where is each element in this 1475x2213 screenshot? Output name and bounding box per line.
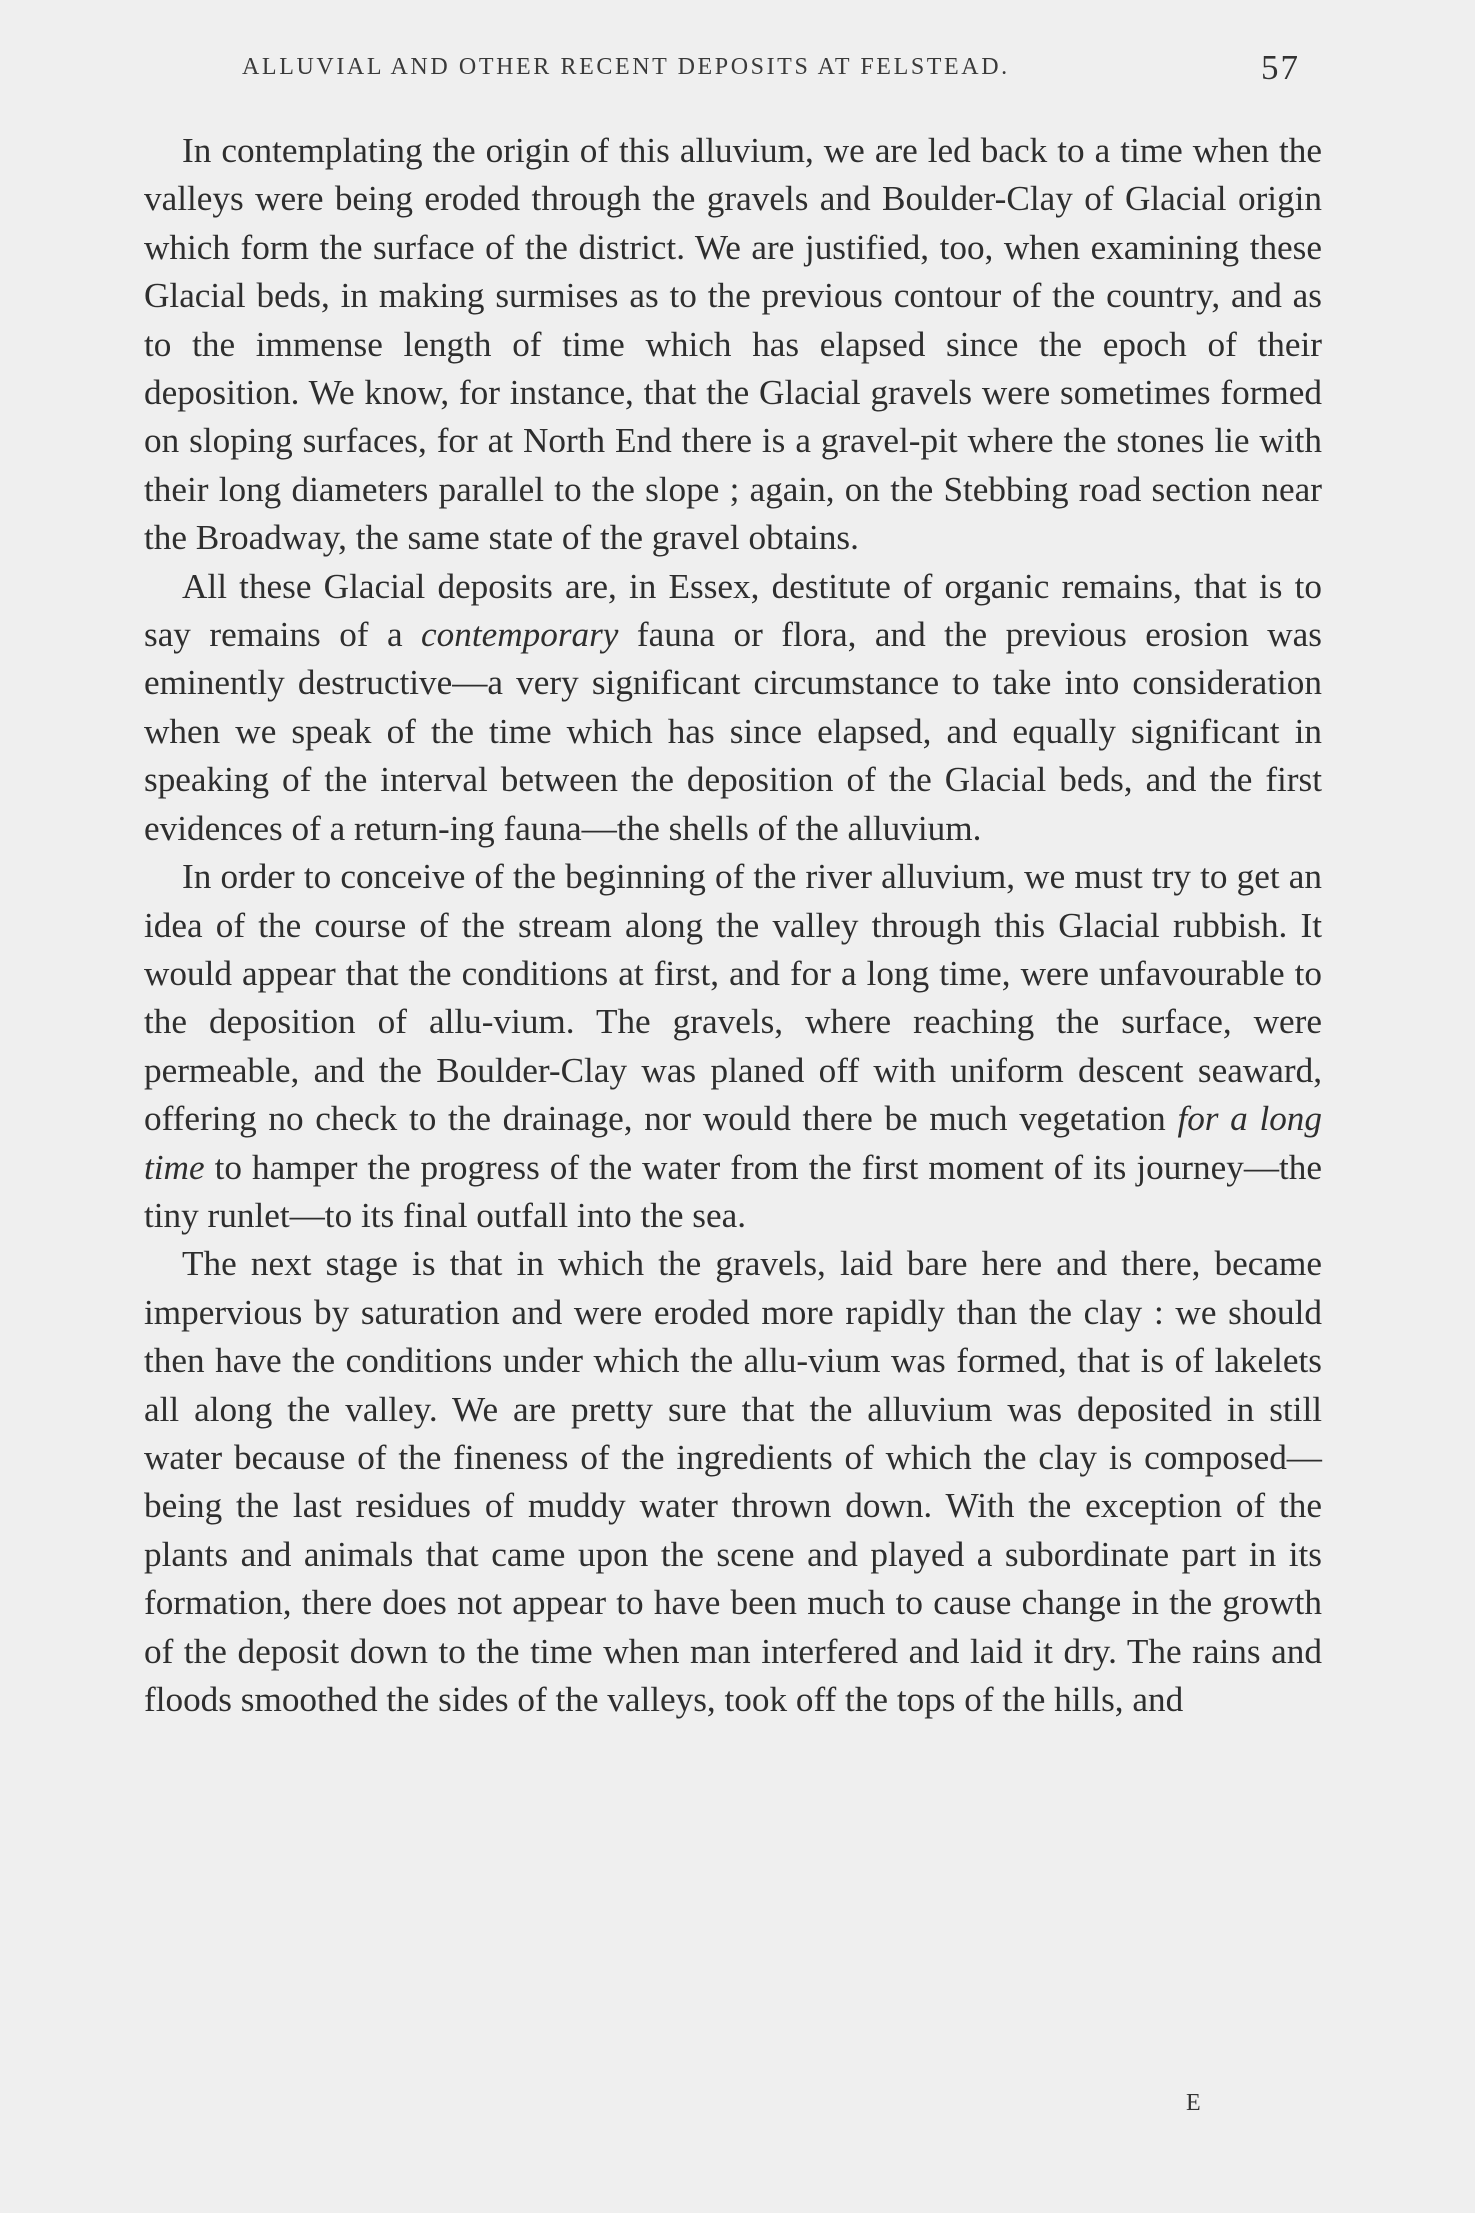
paragraph-4-text: The next stage is that in which the gravels, laid bare here and there, became impervious by saturation and were eroded more rapidly than the clay : we should then have the conditions under which the allu-vium was formed, that is of lakelets all along the valley. We are pretty sure that the alluvium was deposited in still water because of the fineness of the ingredients of which the clay is composed—being the last residues of muddy water thrown down. With the exception of the plants and animals that came upon the scene and played a subordinate part in its formation, there does not appear to have been much to cause change in the growth of the deposit down to the time when man interfered and laid it dry. The rains and floods smoothed the sides of the valleys, took off the tops of the hills, and bbox=[144, 1244, 1322, 1719]
paragraph-4 bbox=[144, 1240, 1322, 1724]
page-number: 57 bbox=[1261, 48, 1300, 87]
body-text bbox=[144, 127, 1322, 1724]
paragraph-1 bbox=[144, 127, 1322, 563]
paragraph-2-italic: contemporary bbox=[421, 615, 619, 655]
running-title: ALLUVIAL AND OTHER RECENT DEPOSITS AT FELSTEAD. bbox=[242, 54, 1010, 80]
paragraph-3-italic: for a long time bbox=[144, 1099, 1322, 1187]
paragraph-2-after: fauna or flora, and the previous erosion was eminently destructive—a very significant circumstance to take into consideration when we speak of the time which has since elapsed, and equally significant in speaking of the interval between the deposition of the Glacial beds, and the first evidences of a return-ing fauna—the shells of the alluvium. bbox=[144, 615, 1322, 848]
running-head bbox=[150, 50, 1300, 100]
paragraph-2-before: All these Glacial deposits are, in Essex, destitute of organic remains, that is to say remains of a bbox=[144, 566, 1322, 655]
paragraph-3 bbox=[144, 853, 1322, 1240]
signature-mark: E bbox=[1186, 2090, 1202, 2116]
paragraph-2 bbox=[144, 563, 1322, 853]
paragraph-3-before: In order to conceive of the beginning of the river alluvium, we must try to get an idea of the course of the stream along the valley through this Glacial rubbish. It would appear that the conditions at first, and for a long time, were unfavourable to the deposition of allu-vium. The gravels, where reaching the surface, were permeable, and the Boulder-Clay was planed off with uniform descent seaward, offering no check to the drainage, nor would there be much vegetation bbox=[144, 857, 1322, 1139]
paragraph-3-after: to hamper the progress of the water from the first moment of its journey—the tiny runlet—to its final outfall into the sea. bbox=[144, 1147, 1322, 1235]
paragraph-1-text: In contemplating the origin of this alluvium, we are led back to a time when the valleys were being eroded through the gravels and Boulder-Clay of Glacial origin which form the surface of the district. We are justified, too, when examining these Glacial beds, in making surmises as to the previous contour of the country, and as to the immense length of time which has elapsed since the epoch of their deposition. We know, for instance, that the Glacial gravels were sometimes formed on sloping surfaces, for at North End there is a gravel-pit where the stones lie with their long diameters parallel to the slope ; again, on the Stebbing road section near the Broadway, the same state of the gravel obtains. bbox=[144, 131, 1322, 558]
